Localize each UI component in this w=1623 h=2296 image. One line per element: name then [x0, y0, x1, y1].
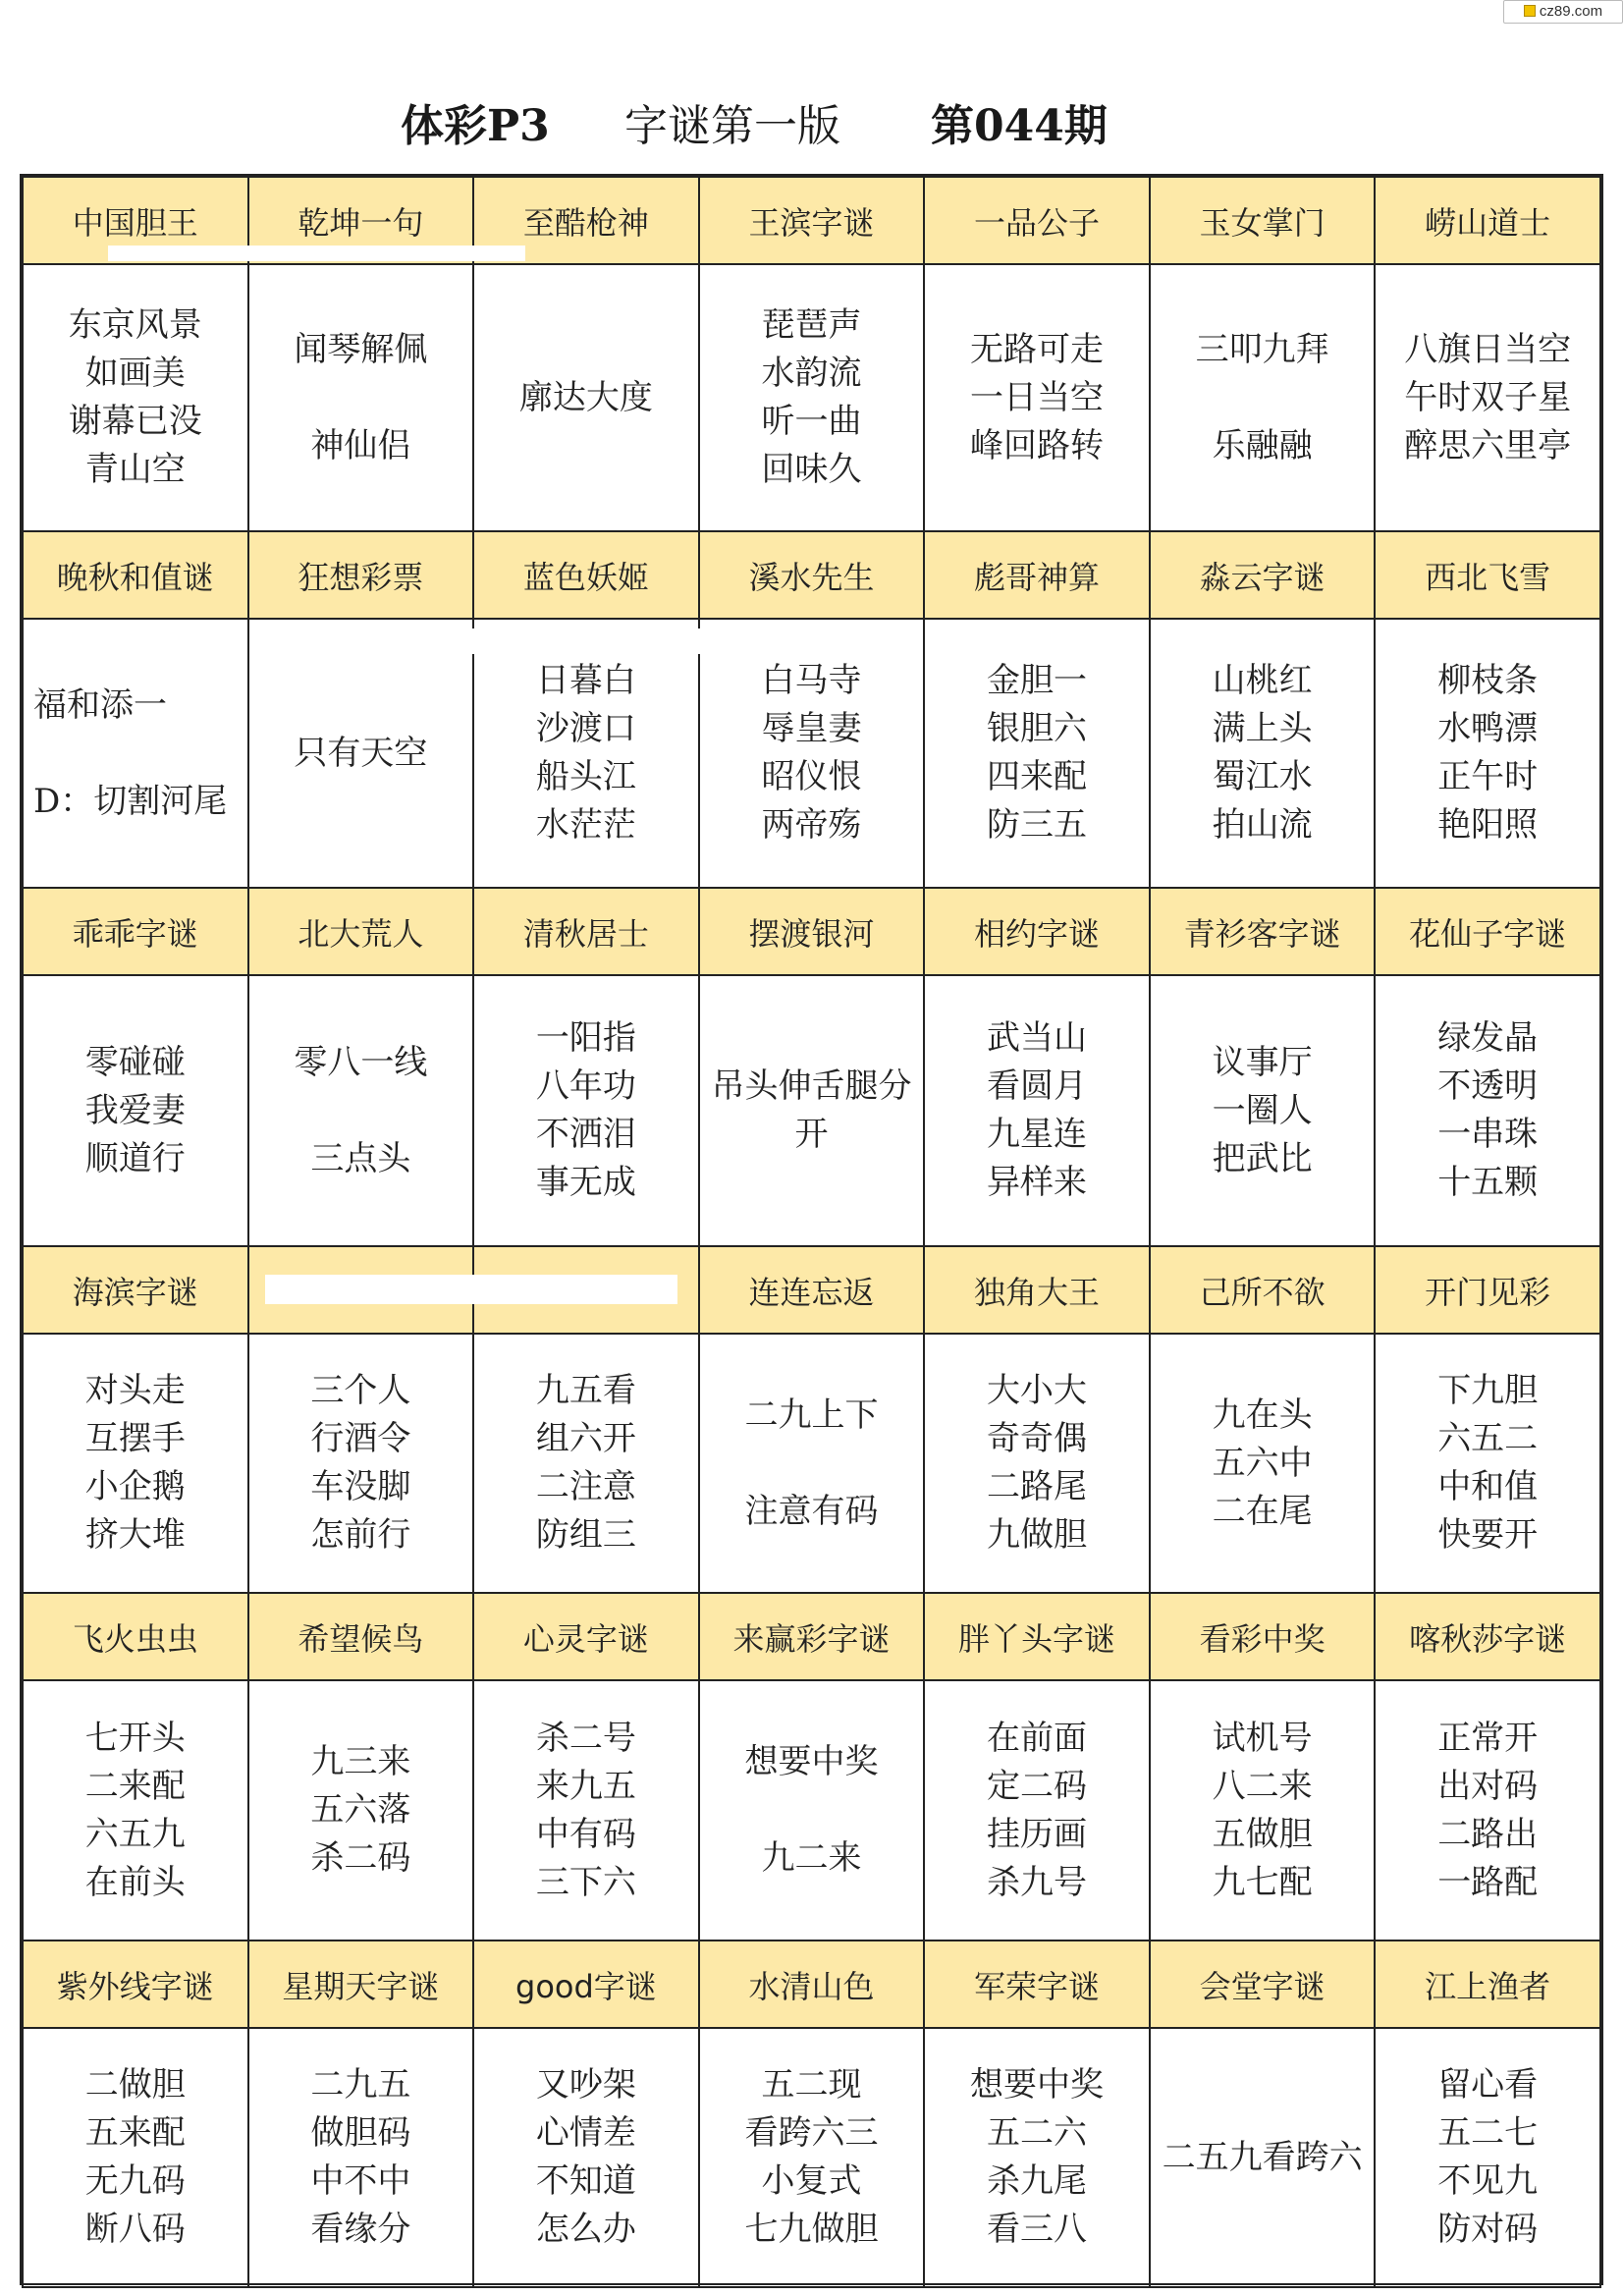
riddle-text: 正常开 出对码 二路出 一路配 — [1375, 1680, 1600, 1941]
riddle-board — [20, 174, 1603, 2285]
header-row — [23, 1246, 1600, 1334]
author-name: 蓝色妖姬 — [473, 531, 699, 619]
riddle-text: 三个人 行酒令 车没脚 怎前行 — [248, 1334, 474, 1593]
redaction-patch — [108, 246, 525, 261]
riddle-text: 二九五 做胆码 中不中 看缘分 — [248, 2028, 474, 2287]
author-name: 飞火虫虫 — [23, 1593, 248, 1680]
riddle-text: 吊头伸舌腿分 开 — [699, 975, 925, 1246]
riddle-text: 杀二号 来九五 中有码 三下六 — [473, 1680, 699, 1941]
title-edition: 字谜第一版 — [624, 101, 840, 151]
author-name: 青衫客字谜 — [1150, 888, 1376, 975]
riddle-text: 二五九看跨六 — [1150, 2028, 1376, 2287]
author-name: 紫外线字谜 — [23, 1941, 248, 2028]
riddle-text: 柳枝条 水鸭漂 正午时 艳阳照 — [1375, 619, 1600, 888]
title-issue: 第044期 — [931, 101, 1108, 151]
header-row — [23, 531, 1600, 619]
author-name: 玉女掌门 — [1150, 177, 1376, 264]
riddle-row — [23, 264, 1600, 531]
author-name: good字谜 — [473, 1941, 699, 2028]
author-name: 清秋居士 — [473, 888, 699, 975]
riddle-text: 二九上下 注意有码 — [699, 1334, 925, 1593]
header-row — [23, 888, 1600, 975]
author-name: 中国胆王 — [23, 177, 248, 264]
riddle-text: 绿发晶 不透明 一串珠 十五颗 — [1375, 975, 1600, 1246]
riddle-table — [22, 176, 1601, 2288]
author-name: 淼云字谜 — [1150, 531, 1376, 619]
author-name: 狂想彩票 — [248, 531, 474, 619]
author-name: 乖乖字谜 — [23, 888, 248, 975]
page-title — [0, 90, 1623, 149]
site-watermark — [1503, 0, 1623, 24]
logo-icon — [1524, 5, 1536, 17]
author-name: 花仙子字谜 — [1375, 888, 1600, 975]
watermark-text: cz89.com — [1539, 3, 1603, 20]
riddle-row — [23, 2028, 1600, 2287]
riddle-text: 留心看 五二七 不见九 防对码 — [1375, 2028, 1600, 2287]
author-name: 相约字谜 — [924, 888, 1150, 975]
author-name: 连连忘返 — [699, 1246, 925, 1334]
riddle-text: 三叩九拜 乐融融 — [1150, 264, 1376, 531]
author-name: 独角大王 — [924, 1246, 1150, 1334]
riddle-text: 对头走 互摆手 小企鹅 挤大堆 — [23, 1334, 248, 1593]
riddle-text: 零八一线 三点头 — [248, 975, 474, 1246]
riddle-text: 七开头 二来配 六五九 在前头 — [23, 1680, 248, 1941]
author-name: 来赢彩字谜 — [699, 1593, 925, 1680]
riddle-text: 大小大 奇奇偶 二路尾 九做胆 — [924, 1334, 1150, 1593]
riddle-text: 九在头 五六中 二在尾 — [1150, 1334, 1376, 1593]
riddle-text: 福和添一 D：切割河尾 — [23, 619, 248, 888]
author-name: 胖丫头字谜 — [924, 1593, 1150, 1680]
riddle-text: 琵琶声 水韵流 听一曲 回味久 — [699, 264, 925, 531]
riddle-text: 五二现 看跨六三 小复式 七九做胆 — [699, 2028, 925, 2287]
author-name: 会堂字谜 — [1150, 1941, 1376, 2028]
riddle-row — [23, 975, 1600, 1246]
riddle-row — [23, 1680, 1600, 1941]
riddle-text: 在前面 定二码 挂历画 杀九号 — [924, 1680, 1150, 1941]
riddle-text: 零碰碰 我爱妻 顺道行 — [23, 975, 248, 1246]
header-row — [23, 1941, 1600, 2028]
riddle-text: 下九胆 六五二 中和值 快要开 — [1375, 1334, 1600, 1593]
riddle-text: 白马寺 辱皇妻 昭仪恨 两帝殇 — [699, 619, 925, 888]
author-name: 溪水先生 — [699, 531, 925, 619]
author-name: 希望候鸟 — [248, 1593, 474, 1680]
redaction-patch — [265, 1275, 677, 1304]
riddle-text: 二做胆 五来配 无九码 断八码 — [23, 2028, 248, 2287]
author-name: 一品公子 — [924, 177, 1150, 264]
riddle-row — [23, 1334, 1600, 1593]
riddle-text: 又吵架 心情差 不知道 怎么办 — [473, 2028, 699, 2287]
riddle-text: 八旗日当空 午时双子星 醉思六里亭 — [1375, 264, 1600, 531]
author-name: 至酷枪神 — [473, 177, 699, 264]
riddle-row — [23, 619, 1600, 888]
author-name: 摆渡银河 — [699, 888, 925, 975]
author-name: 心灵字谜 — [473, 1593, 699, 1680]
author-name: 西北飞雪 — [1375, 531, 1600, 619]
riddle-text: 金胆一 银胆六 四来配 防三五 — [924, 619, 1150, 888]
author-name: 星期天字谜 — [248, 1941, 474, 2028]
author-name: 己所不欲 — [1150, 1246, 1376, 1334]
author-name: 北大荒人 — [248, 888, 474, 975]
riddle-text: 一阳指 八年功 不洒泪 事无成 — [473, 975, 699, 1246]
riddle-text: 九三来 五六落 杀二码 — [248, 1680, 474, 1941]
author-name: 晚秋和值谜 — [23, 531, 248, 619]
riddle-text: 试机号 八二来 五做胆 九七配 — [1150, 1680, 1376, 1941]
author-name: 看彩中奖 — [1150, 1593, 1376, 1680]
riddle-text: 山桃红 满上头 蜀江水 拍山流 — [1150, 619, 1376, 888]
riddle-text: 无路可走 一日当空 峰回路转 — [924, 264, 1150, 531]
title-lottery: 体彩P3 — [401, 101, 550, 151]
author-name: 王滨字谜 — [699, 177, 925, 264]
riddle-text: 只有天空 — [248, 619, 474, 888]
author-name: 崂山道士 — [1375, 177, 1600, 264]
author-name: 喀秋莎字谜 — [1375, 1593, 1600, 1680]
author-name: 乾坤一句 — [248, 177, 474, 264]
author-name: 彪哥神算 — [924, 531, 1150, 619]
author-name: 军荣字谜 — [924, 1941, 1150, 2028]
author-name: 开门见彩 — [1375, 1246, 1600, 1334]
author-name: 江上渔者 — [1375, 1941, 1600, 2028]
riddle-text: 闻琴解佩 神仙侣 — [248, 264, 474, 531]
riddle-text: 武当山 看圆月 九星连 异样来 — [924, 975, 1150, 1246]
riddle-text: 日暮白 沙渡口 船头江 水茫茫 — [473, 619, 699, 888]
riddle-text: 东京风景 如画美 谢幕已没 青山空 — [23, 264, 248, 531]
author-name: 海滨字谜 — [23, 1246, 248, 1334]
riddle-text: 九五看 组六开 二注意 防组三 — [473, 1334, 699, 1593]
riddle-text: 廓达大度 — [473, 264, 699, 531]
riddle-text: 想要中奖 五二六 杀九尾 看三八 — [924, 2028, 1150, 2287]
riddle-text: 想要中奖 九二来 — [699, 1680, 925, 1941]
author-name: 水清山色 — [699, 1941, 925, 2028]
redaction-patch — [385, 629, 778, 654]
header-row — [23, 1593, 1600, 1680]
riddle-text: 议事厅 一圈人 把武比 — [1150, 975, 1376, 1246]
